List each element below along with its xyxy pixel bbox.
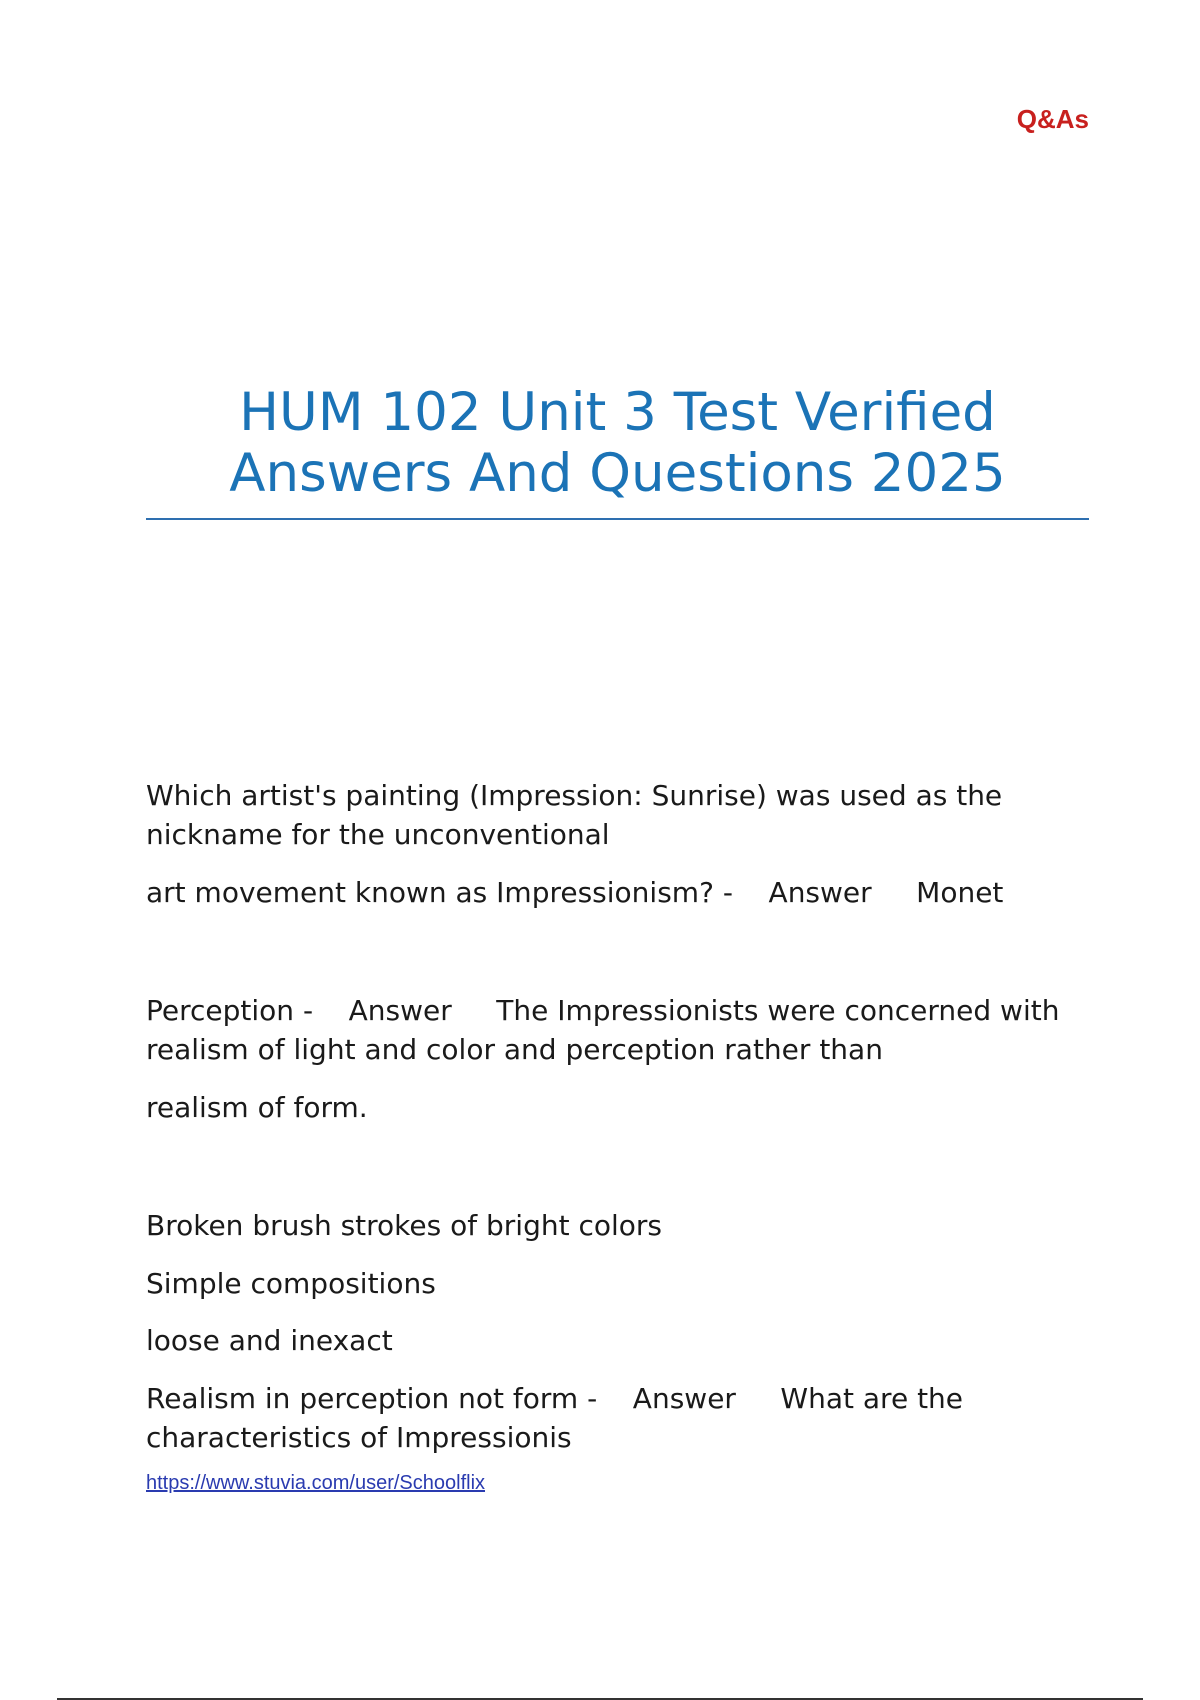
q3-line-5: characteristics of Impressionis	[146, 1421, 572, 1454]
q3-line-4: Realism in perception not form - Answer What are the	[146, 1382, 964, 1415]
q2-line-2: realism of light and color and perception rather than	[146, 1033, 883, 1066]
q3-line-3: loose and inexact	[146, 1324, 393, 1357]
title-line-1: HUM 102 Unit 3 Test Verified	[239, 382, 996, 443]
q1-line-3: art movement known as Impressionism? - Answer Monet	[146, 876, 1004, 909]
q3-line-1: Broken brush strokes of bright colors	[146, 1209, 663, 1242]
stuvia-profile-link[interactable]: https://www.stuvia.com/user/Schoolflix	[146, 1472, 486, 1494]
q2-line-3: realism of form.	[146, 1091, 368, 1124]
q1-line-2: nickname for the unconventional	[146, 818, 610, 851]
title-divider	[146, 518, 1089, 520]
q2-line-1: Perception - Answer The Impressionists were concerned with	[146, 994, 1060, 1027]
document-title	[146, 382, 1089, 504]
qas-tag: Q&As	[1016, 104, 1089, 134]
title-line-2: Answers And Questions 2025	[229, 443, 1006, 504]
q3-line-2: Simple compositions	[146, 1267, 436, 1300]
q1-line-1: Which artist's painting (Impression: Sunrise) was used as the	[146, 779, 1003, 812]
